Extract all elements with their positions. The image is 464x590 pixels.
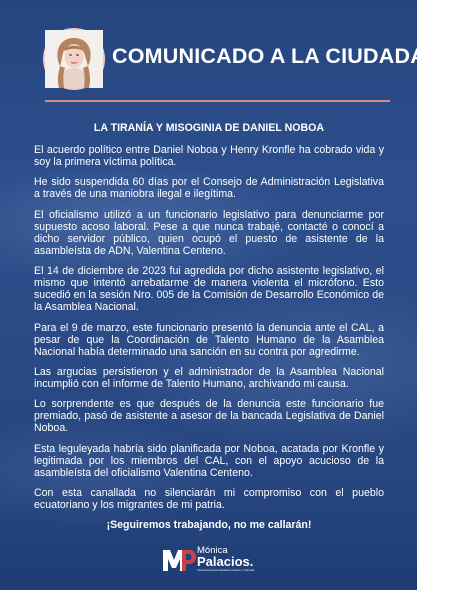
logo-first-name: Mónica	[197, 545, 228, 556]
section-heading: LA TIRANÍA Y MISOGINIA DE DANIEL NOBOA	[93, 122, 325, 134]
paragraph: He sido suspendida 60 días por el Consejo de Administración Legislativa a través de una maniobra ilegal e ilegítima.	[34, 176, 384, 201]
paragraph: El oficialismo utilizó a un funcionario legislativo para denunciarme por supuesto acoso laboral. Pese a que nunca trabajé, contacté o conocí a dicho servidor público, quien ocupó el puesto de asistente de la asambleísta de ADN, Valentina Centeno.	[34, 208, 384, 257]
paragraph: El acuerdo político entre Daniel Noboa y Henry Kronfle ha cobrado vida y soy la primera víctima política.	[34, 144, 384, 169]
closing-statement: ¡Seguiremos trabajando, no me callarán!	[106, 519, 312, 532]
paragraph: El 14 de diciembre de 2023 fui agredida por dicho asistente legislativo, el mismo que intentó arrebatarme de manera violenta el micrófono. Esto sucedió en la sesión Nro. 005 de la Comisión de Desarrollo Económico de la Asamblea Nacional.	[34, 265, 384, 314]
header	[0, 0, 464, 100]
mp-logo-icon	[162, 546, 196, 572]
paragraph: Para el 9 de marzo, este funcionario presentó la denuncia ante el CAL, a pesar de que la Coordinación de Talento Humano de la Asamblea Nacional había determinado una sanción en su contra por agredirme.	[34, 321, 384, 358]
logo-last-name: Palacios.	[197, 554, 254, 569]
paragraph: Esta leguleyada habría sido planificada por Noboa, acatada por Kronfle y legitimada por los miembros del CAL, con el apoyo acucioso de la asambleísta del oficialismo Valentina Centeno.	[34, 442, 384, 479]
signature-logo	[162, 543, 272, 575]
paragraph: Lo sorprendente es que después de la denuncia este funcionario fue premiado, pasó de asistente a asesor de la bancada Legislativa de Daniel Noboa.	[34, 398, 384, 435]
logo-tagline: Asambleísta por Estados Unidos y Canadá	[197, 568, 255, 572]
page-title: COMUNICADO A LA CIUDADANÍA	[112, 44, 464, 68]
communique-body	[34, 122, 384, 531]
paragraph: Las argucias persistieron y el administrador de la Asamblea Nacional incumplió con el informe de Talento Humano, archivando mi causa.	[34, 365, 384, 391]
portrait-photo-icon	[45, 30, 103, 88]
paragraph: Con esta canallada no silenciarán mi compromiso con el pueblo ecuatoriano y los migrantes de mi patria.	[34, 487, 384, 512]
avatar	[43, 28, 105, 90]
header-divider	[45, 100, 390, 102]
